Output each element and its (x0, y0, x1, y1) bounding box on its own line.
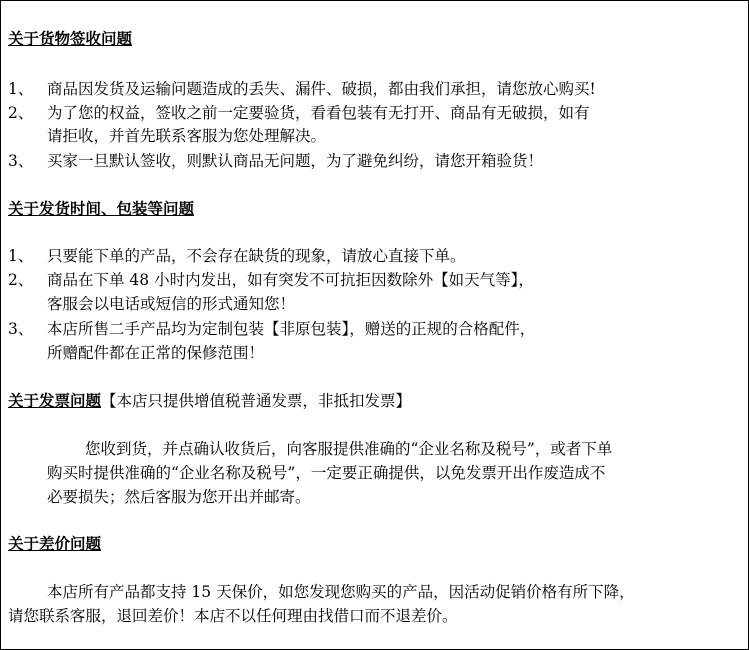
paragraph-text: 购买时提供准确的“企业名称及税号”，一定要正确提供，以免发票开出作废造成不 (47, 464, 606, 482)
paragraph-text: 您收到货，并点确认收货后，向客服提供准确的“企业名称及税号”，或者下单 (85, 440, 613, 458)
list-item-number: 1、 (8, 247, 34, 265)
section-heading-shipping: 关于发货时间、包装等问题 (8, 199, 195, 218)
list-item-text: 商品因发货及运输问题造成的丢失、漏件、破损，都由我们承担，请您放心购买! (47, 80, 596, 98)
list-item-text: 只要能下单的产品，不会存在缺货的现象，请放心直接下单。 (47, 247, 466, 265)
list-item-number: 3、 (8, 152, 34, 170)
list-item-number: 2、 (8, 104, 34, 122)
list-item-number: 2、 (8, 271, 34, 289)
section-heading-price-difference: 关于差价问题 (8, 534, 102, 553)
paragraph-text: 必要损失；然后客服为您开出并邮寄。 (47, 488, 311, 506)
list-item-number: 1、 (8, 80, 34, 98)
section-heading-goods-receipt: 关于货物签收问题 (8, 29, 133, 48)
section-heading-note: 【本店只提供增值税普通发票，非抵扣发票】 (101, 392, 412, 410)
list-item-text: 买家一旦默认签收，则默认商品无问题，为了避免纠纷，请您开箱验货！ (47, 152, 544, 170)
paragraph-text: 请您联系客服，退回差价！本店不以任何理由找借口而不退差价。 (8, 607, 458, 625)
section-heading-invoice: 关于发票问题 (8, 391, 102, 410)
list-item-text: 请拒收，并首先联系客服为您处理解决。 (47, 127, 327, 145)
list-item-text: 本店所售二手产品均为定制包装【非原包装】，赠送的正规的合格配件， (47, 320, 536, 338)
list-item-text: 为了您的权益，签收之前一定要验货，看看包装有无打开、商品有无破损，如有 (47, 104, 590, 122)
paragraph-text: 本店所有产品都支持 15 天保价，如您发现您购买的产品，因活动促销价格有所下降， (47, 583, 635, 601)
section-heading-row-invoice (8, 389, 411, 411)
list-item-text: 商品在下单 48 小时内发出，如有突发不可抗拒因数除外【如天气等】， (47, 271, 534, 289)
list-item-text: 所赠配件都在正常的保修范围！ (47, 344, 265, 362)
list-item-number: 3、 (8, 320, 34, 338)
list-item-text: 客服会以电话或短信的形式通知您！ (47, 295, 296, 313)
